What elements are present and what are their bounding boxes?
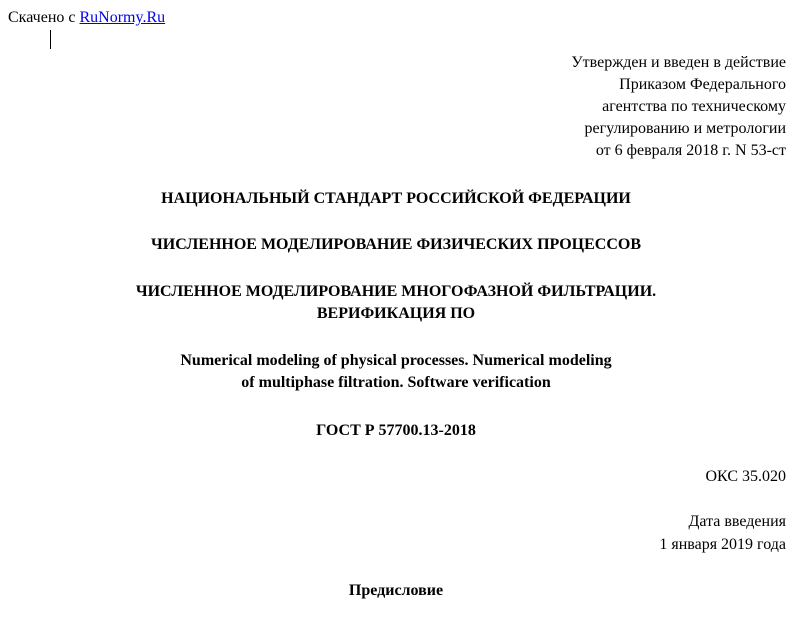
text-cursor <box>50 30 51 49</box>
source-prefix: Скачено с <box>8 9 80 26</box>
foreword-heading: Предисловие <box>348 582 444 599</box>
source-link[interactable]: RuNormy.Ru <box>79 9 166 26</box>
title-part-1: ЧИСЛЕННОЕ МОДЕЛИРОВАНИЕ ФИЗИЧЕСКИХ ПРОЦЕССОВ <box>151 236 641 253</box>
approval-block <box>571 52 786 162</box>
approval-line: от 6 февраля 2018 г. N 53-ст <box>595 142 786 159</box>
title-part-2-line-1: ЧИСЛЕННОЕ МОДЕЛИРОВАНИЕ МНОГОФАЗНОЙ ФИЛЬТРАЦИИ. <box>135 283 657 300</box>
oks-code: ОКС 35.020 <box>705 468 786 485</box>
national-standard-heading: НАЦИОНАЛЬНЫЙ СТАНДАРТ РОССИЙСКОЙ ФЕДЕРАЦИИ <box>161 190 631 207</box>
intro-date-value: 1 января 2019 года <box>659 536 786 553</box>
standard-designation: ГОСТ Р 57700.13-2018 <box>316 422 476 439</box>
title-part-2-line-2: ВЕРИФИКАЦИЯ ПО <box>316 305 476 322</box>
approval-line: агентства по техническому <box>602 98 786 115</box>
english-title-line-1: Numerical modeling of physical processes. Numerical modeling <box>180 352 612 369</box>
source-line <box>8 7 165 29</box>
approval-line: Приказом Федерального <box>619 76 786 93</box>
approval-line: Утвержден и введен в действие <box>571 54 786 71</box>
approval-line: регулированию и метрологии <box>584 120 786 137</box>
english-title-line-2: of multiphase filtration. Software verification <box>241 374 551 391</box>
intro-date-label: Дата введения <box>688 513 786 530</box>
